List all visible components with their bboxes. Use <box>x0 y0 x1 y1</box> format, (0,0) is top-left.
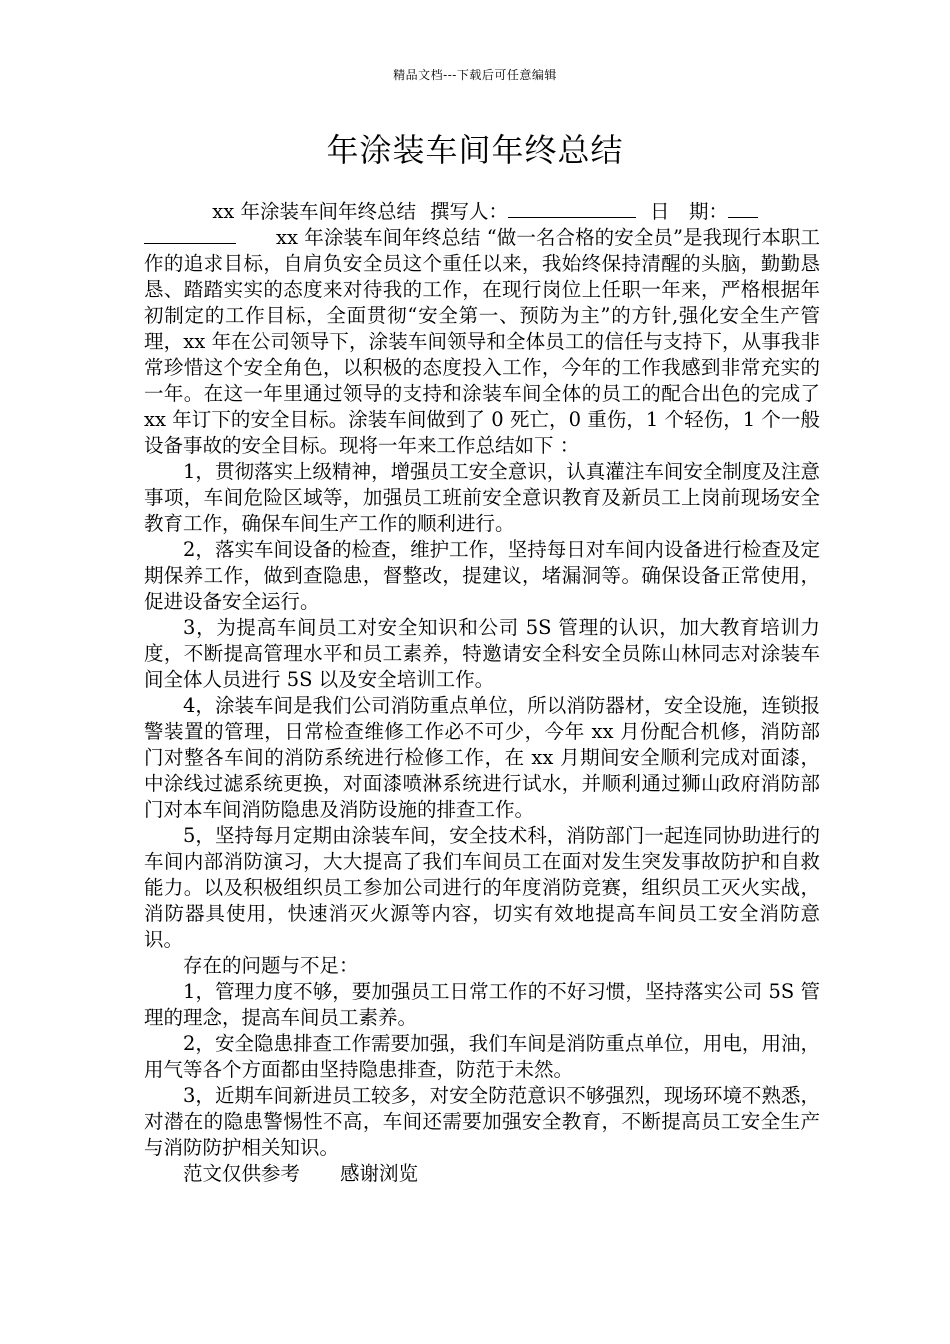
intro-meta-line <box>144 199 820 225</box>
date-blank <box>728 199 758 218</box>
document-body <box>144 199 820 1187</box>
header-note: 精品文档---下载后可任意编辑 <box>393 68 557 82</box>
date-blank-continued <box>144 225 236 244</box>
footer-left: 范文仅供参考 <box>183 1162 301 1185</box>
issues-heading: 存在的问题与不足： <box>183 954 359 977</box>
footer-line <box>144 1161 820 1187</box>
intro-paragraph <box>144 225 820 459</box>
issue-item-1: 1，管理力度不够，要加强员工日常工作的不好习惯，坚持落实公司 5S 管理的理念，提高车间员工素养。 <box>144 980 820 1029</box>
intro-paragraph-text: xx 年涂装车间年终总结 “做一名合格的安全员”是我现行本职工作的追求目标，自肩负安全员这个重任以来，我始终保持清醒的头脑，勤勤恳恳、踏踏实实的态度来对待我的工作，在现行岗位上任职一年来，严格根据年初制定的工作目标，全面贯彻“安全第一、预防为主”的方针,强化安全生产管理，xx 年在公司领导下，涂装车间领导和全体员工的信任与支持下，从事我非常珍惜这个安全角色，以积极的态度投入工作，今年的工作我感到非常充实的一年。在这一年里通过领导的支持和涂装车间全体的员工的配合出色的完成了 xx 年订下的安全目标。涂装车间做到了 0 死亡，0 重伤，1 个轻伤，1 个一般设备事故的安全目标。现将一年来工作总结如下 ： <box>144 226 820 457</box>
summary-item-4: 4，涂装车间是我们公司消防重点单位，所以消防器材，安全设施，连锁报警装置的管理，日常检查维修工作必不可少，今年 xx 月份配合机修，消防部门对整各车间的消防系统进行检修工作，在 xx 月期间安全顺利完成对面漆，中涂线过滤系统更换，对面漆喷淋系统进行试水，并顺利通过狮山政府消防部门对本车间消防隐患及消防设施的排查工作。 <box>144 694 820 821</box>
intro-lead: xx 年涂装车间年终总结 <box>212 200 416 223</box>
summary-item-2: 2，落实车间设备的检查，维护工作，坚持每日对车间内设备进行检查及定期保养工作，做到查隐患，督整改，提建议，堵漏洞等。确保设备正常使用，促进设备安全运行。 <box>144 538 820 613</box>
author-label: 撰写人： <box>429 200 508 223</box>
summary-item-5: 5，坚持每月定期由涂装车间，安全技术科，消防部门一起连同协助进行的车间内部消防演习，大大提高了我们车间员工在面对发生突发事故防护和自救能力。以及积极组织员工参加公司进行的年度消防竞赛，组织员工灭火实战，消防器具使用，快速消灭火源等内容，切实有效地提高车间员工安全消防意识。 <box>144 824 820 951</box>
footer-right: 感谢浏览 <box>340 1162 419 1185</box>
document-title: 年涂装车间年终总结 <box>326 131 624 169</box>
issue-item-2: 2，安全隐患排查工作需要加强，我们车间是消防重点单位，用电，用油，用气等各个方面都由坚持隐患排查，防范于未然。 <box>144 1032 820 1081</box>
summary-item-3: 3，为提高车间员工对安全知识和公司 5S 管理的认识，加大教育培训力度，不断提高管理水平和员工素养，特邀请安全科安全员陈山林同志对涂装车间全体人员进行 5S 以及安全培训工作。 <box>144 616 820 691</box>
summary-item-1: 1，贯彻落实上级精神，增强员工安全意识，认真灌注车间安全制度及注意事项，车间危险区域等，加强员工班前安全意识教育及新员工上岗前现场安全教育工作，确保车间生产工作的顺利进行。 <box>144 460 820 535</box>
author-blank <box>508 199 636 218</box>
issue-item-3: 3，近期车间新进员工较多，对安全防范意识不够强烈，现场环境不熟悉，对潜在的隐患警惕性不高，车间还需要加强安全教育，不断提高员工安全生产与消防防护相关知识。 <box>144 1084 820 1159</box>
date-label: 日 期： <box>649 200 728 223</box>
